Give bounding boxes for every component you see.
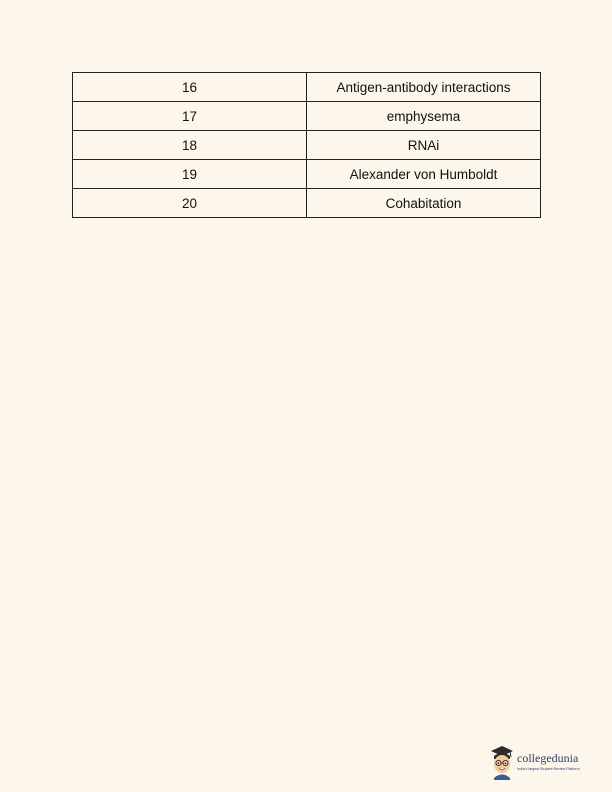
answer-cell: RNAi: [307, 131, 541, 160]
question-number-cell: 17: [73, 102, 307, 131]
question-number-cell: 18: [73, 131, 307, 160]
table-row: [73, 189, 541, 218]
answer-cell: emphysema: [307, 102, 541, 131]
student-mascot-icon: [488, 744, 516, 780]
answer-cell: Antigen-antibody interactions: [307, 73, 541, 102]
logo-tagline: India's largest Student Review Platform: [517, 767, 580, 771]
logo-wordmark: collegedunia: [517, 751, 579, 765]
answer-cell: Cohabitation: [307, 189, 541, 218]
question-number-cell: 19: [73, 160, 307, 189]
collegedunia-logo: [488, 744, 598, 780]
question-number-cell: 16: [73, 73, 307, 102]
table-row: [73, 160, 541, 189]
answer-table: [72, 72, 541, 218]
table-row: [73, 102, 541, 131]
question-number-cell: 20: [73, 189, 307, 218]
table-row: [73, 73, 541, 102]
table-row: [73, 131, 541, 160]
answer-cell: Alexander von Humboldt: [307, 160, 541, 189]
